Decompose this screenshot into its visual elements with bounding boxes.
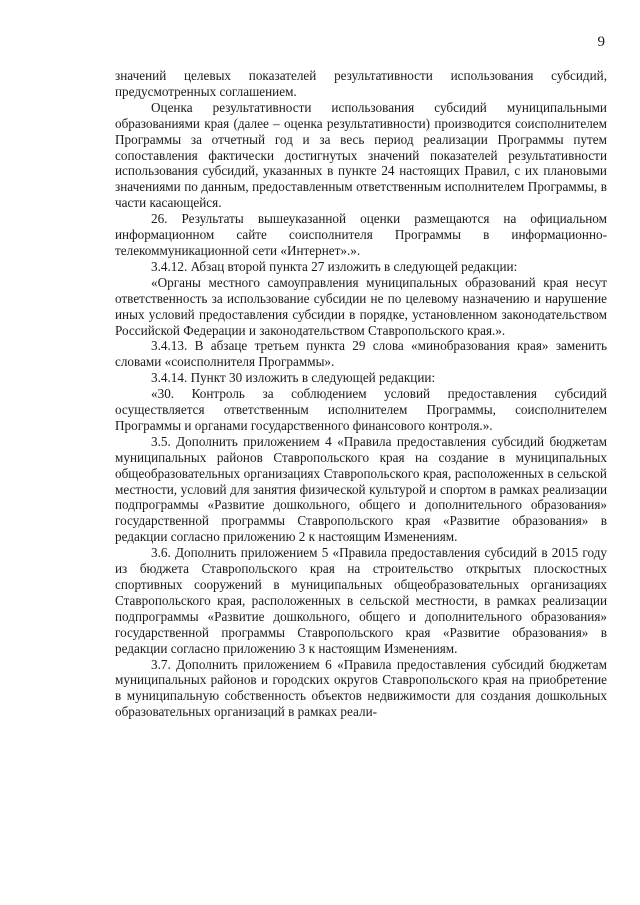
paragraph-3-4-13: 3.4.13. В абзаце третьем пункта 29 слова «минобразования края» заменить словами «соисполнителя Программы». xyxy=(115,338,607,370)
paragraph-3-4-12-text: «Органы местного самоуправления муниципальных образований края несут ответственность за использование субсидии не по целевому назначению и нарушение иных условий предоставления субсидии в порядке, установленном законодательством Российской Федерации и законодательством Ставропольского края.». xyxy=(115,274,607,338)
paragraph-3-4-14: 3.4.14. Пункт 30 изложить в следующей редакции: xyxy=(151,370,436,386)
paragraph-3-4-12: 3.4.12. Абзац второй пункта 27 изложить в следующей редакции: xyxy=(151,258,518,274)
paragraph-3-5: 3.5. Дополнить приложением 4 «Правила предоставления субсидий бюджетам муниципальных районов Ставропольского края на создание в муниципальных общеобразовательных организациях Ставропольского края, расположенных в сельской местности, условий для занятия физической культурой и спортом в рамках реализации подпрограммы «Развитие дошкольного, общего и дополнительного образования» государственной программы Ставропольского края «Развитие образования» в редакции согласно приложению 2 к настоящим Изменениям. xyxy=(115,433,607,545)
page-number: 9 xyxy=(597,34,605,50)
paragraph-26: 26. Результаты вышеуказанной оценки размещаются на официальном информационном сайте соисполнителя Программы в информационно-телекоммуникационной сети «Интернет».». xyxy=(115,211,607,258)
paragraph-evaluation: Оценка результативности использования субсидий муниципальными образованиями края (далее – оценка результативности) производится соисполнителем Программы за отчетный год и за весь период реализации Программы путем сопоставления фактически достигнутых значений показателей результативности использования субсидий, указанных в пункте 24 настоящих Правил, с их плановыми значениями по данным, предоставленным ответственным исполнителем Программы, в части касающейся. xyxy=(115,99,607,211)
paragraph-3-6: 3.6. Дополнить приложением 5 «Правила предоставления субсидий в 2015 году из бюджета Ставропольского края на строительство открытых плоскостных спортивных сооружений в муниципальных общеобразовательных организациях Ставропольского края, расположенных в сельской местности, в рамках реализации подпрограммы «Развитие дошкольного, общего и дополнительного образования» государственной программы Ставропольского края «Развитие образования» в редакции согласно приложению 3 к настоящим Изменениям. xyxy=(115,545,607,656)
paragraph-3-4-14-text: «30. Контроль за соблюдением условий предоставления субсидий осуществляется ответственным исполнителем Программы, соисполнителем Программы и органами государственного финансового контроля.». xyxy=(115,386,607,433)
document-body xyxy=(115,68,607,720)
paragraph-3-7: 3.7. Дополнить приложением 6 «Правила предоставления субсидий бюджетам муниципальных районов и городских округов Ставропольского края на приобретение в муниципальную собственность объектов недвижимости для создания дошкольных образовательных организаций в рамках реали- xyxy=(115,656,607,720)
paragraph-continuation: значений целевых показателей результативности использования субсидий, предусмотренных соглашением. xyxy=(115,68,607,99)
